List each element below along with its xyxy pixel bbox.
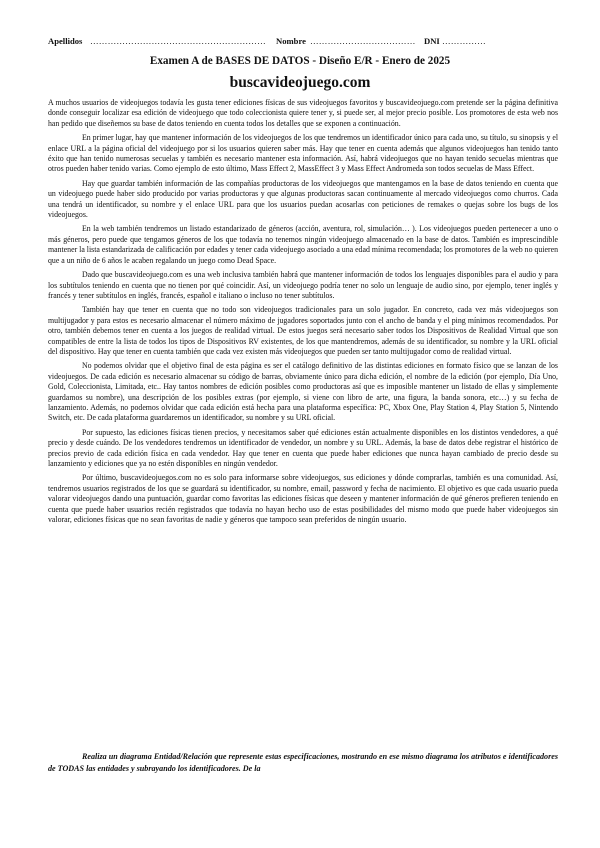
dni-field[interactable]: ……………	[442, 36, 486, 46]
paragraph-multijugador-rv: También hay que tener en cuenta que no todo son videojuegos tradicionales para un solo jugador. En concreto, cada vez más videojuegos son multijugador y para estos es necesario almacenar el número máximo de jugadores soportados junto con el ancho de banda y el ping mínimos recomendados. Por otro, también debemos tener en cuenta a los juegos de realidad virtual. De estos juegos será necesario saber todos los Dispositivos de Realidad Virtual que son compatibles de entre la lista de todos los tipos de Dispositivos RV existentes, de los que mantendremos, además de su identificador, su nombre y la URL oficial del dispositivo. Hay que tener en cuenta también que cada vez existen más videojuegos que pueden ser tanto multijugador como de realidad virtual.	[48, 305, 558, 356]
paragraph-precios: Por supuesto, las ediciones físicas tienen precios, y necesitamos saber qué ediciones están actualmente disponibles en los distintos vendedores, a qué precio y desde cuándo. De los vendedores tendremos un identificador de vendedor, un nombre y su URL. Además, la base de datos debe registrar el histórico de precios previo de cada edición física en cada vendedor. Hay que tener en cuenta que puede haber ediciones que nunca hayan cambiado de precio desde su lanzamiento y ediciones que ya no estén disponibles en ningún vendedor.	[48, 427, 558, 468]
nombre-label: Nombre	[276, 36, 306, 46]
paragraph-ediciones: No podemos olvidar que el objetivo final de esta página es ser el catálogo definitivo de las distintas ediciones en formato físico que se lanzan de los videojuegos. De cada edición es necesario almacenar su código de barras, obviamente único para dicha edición, el nombre de la edición (por ejemplo, Día Uno, Gold, Coleccionista, Limitada, etc.. Hay tantos nombres de edición posibles como productoras así que es imposible mantener un listado de ellas y simplemente guardamos su nombre), una descripción de los posibles extras (por ejemplo, si viene con libro de arte, una figura, la banda sonora, etc…) y su fecha de lanzamiento. Además, no podemos olvidar que cada edición está hecha para una plataforma específica: PC, Xbox One, Play Station 4, Play Station 5, Nintendo Switch, etc. De cada plataforma guardaremos un identificador, su nombre y su URL oficial.	[48, 361, 558, 423]
paragraph-videojuegos: En primer lugar, hay que mantener información de los videojuegos de los que tendremos un identificador único para cada uno, su título, su sinopsis y el enlace URL a la página oficial del videojuego por si los usuarios quieren saber más. Hay que tener en cuenta además que algunos videojuegos han tenido tanto éxito que han tenido numerosas secuelas y también es necesario mantener esta información. Así, habrá videojuegos que no hayan tenido secuelas mientras que otros pueden haber tenido varias. Como ejemplo de esto último, Mass Effect 2, MassEffect 3 y Mass Effect Andromeda son todos secuelas de Mass Effect.	[48, 133, 558, 174]
nombre-field[interactable]: ………………………………	[310, 36, 416, 46]
exam-subtitle: buscavideojuego.com	[229, 74, 371, 91]
paragraph-lenguajes: Dado que buscavideojuego.com es una web inclusiva también habrá que mantener información de todos los lenguajes disponibles para el audio y para los subtítulos teniendo en cuenta que no tienen por qué coincidir. Así, un videojuego podría tener no solo un lenguaje de audio sino, por ejemplo, tener inglés y francés y tener subtítulos en inglés, francés, español e italiano o incluso no tener subtítulos.	[48, 270, 558, 300]
apellidos-label: Apellidos	[48, 36, 83, 46]
paragraph-intro: A muchos usuarios de videojuegos todavía les gusta tener ediciones físicas de sus videojuegos favoritos y buscavideojuego.com pretende ser la página definitiva donde conseguir localizar esa edición de videojuego que todo coleccionista quiere tener y, si puede ser, al mejor precio posible. Los promotores de esta web nos han pedido que diseñemos su base de datos teniendo en cuenta todos los detalles que se exponen a continuación.	[48, 98, 558, 128]
paragraph-generos: En la web también tendremos un listado estandarizado de géneros (acción, aventura, rol, simulación… ). Los videojuegos pueden pertenecer a uno o más géneros, pero puede que tengamos géneros de los que todavía no tenemos ningún videojuego almacenado en la base de datos. También es imprescindible mantener la lista estandarizada de calificación por edades y tener cada videojuego asociado a una edad mínima recomendada; los promotores de la web no quieren que a un niño de 6 años le acaben regalando un juego como Dead Space.	[48, 224, 558, 265]
exam-title: Examen A de BASES DE DATOS - Diseño E/R - Enero de 2025	[149, 55, 451, 67]
paragraph-usuarios: Por último, buscavideojuegos.com no es solo para informarse sobre videojuegos, sus ediciones y dónde comprarlas, también es una comunidad. Así, tendremos usuarios registrados de los que se guardará su identificador, su nombre, email, password y fecha de nacimiento. El objetivo es que cada usuario pueda valorar videojuegos dando una puntuación, guardar como favoritas las ediciones físicas que deseen y mantener información de qué géneros prefieren teniendo en cuenta que puede haber usuarios recién registrados que todavía no hayan hecho uso de estas posibilidades del mismo modo que puede haber videojuegos sin valorar, ediciones físicas que no sean favoritas de nadie y géneros que tampoco sean preferidos de ningún usuario.	[48, 473, 558, 525]
dni-label: DNI	[424, 36, 440, 46]
exam-statement	[48, 98, 558, 529]
paragraph-productoras: Hay que guardar también información de las compañías productoras de los videojuegos que mantengamos en la base de datos teniendo en cuenta que un videojuego puede haber sido producido por varias productoras y que algunas productoras sacan continuamente al mercado videojuegos como churros. Cada una tendrá un identificador, su nombre y el enlace URL para que los usuarios puedan acosarlas con peticiones de remakes o quejas sobre los bugs de los videojuegos.	[48, 178, 558, 220]
apellidos-field[interactable]: ……………………………………………………	[90, 36, 266, 46]
student-info-header	[48, 36, 558, 50]
task-instruction: Realiza un diagrama Entidad/Relación que represente estas especificaciones, mostrando en ese mismo diagrama los atributos e identificadores de TODAS las entidades y subrayando los identificadores. De la	[48, 752, 558, 773]
